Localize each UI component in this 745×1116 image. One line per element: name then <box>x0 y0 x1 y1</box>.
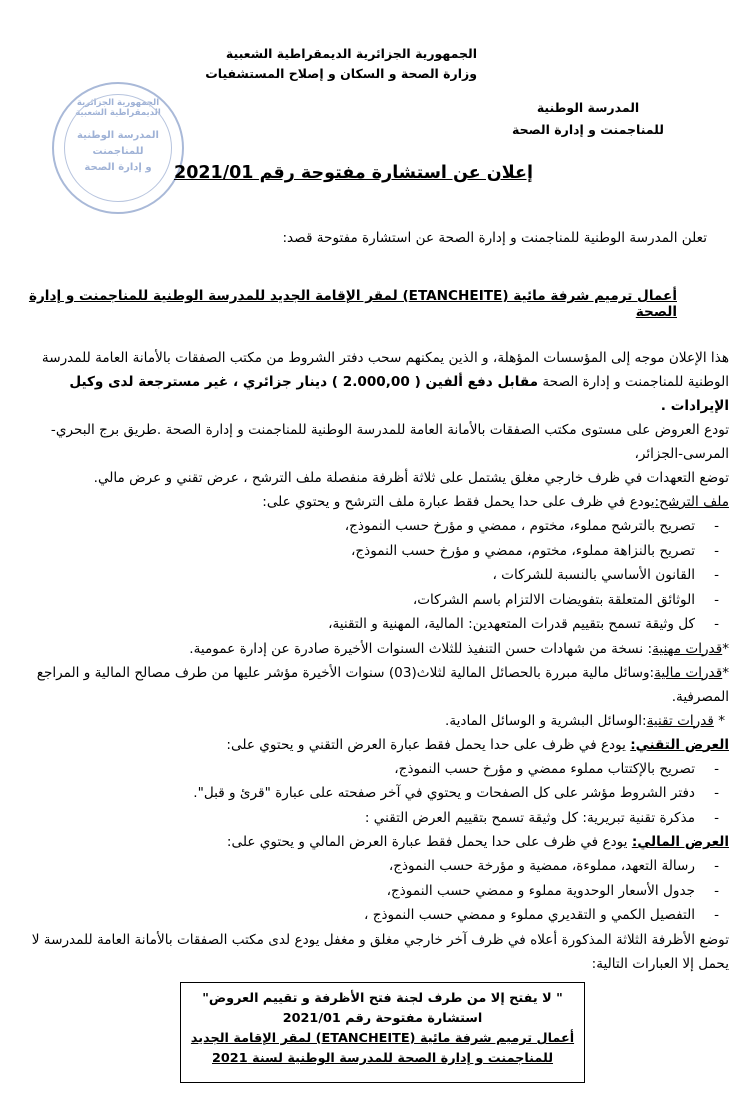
para-deposit-location: تودع العروض على مستوى مكتب الصفقات بالأمانة العامة للمدرسة الوطنية للمناجمنت و إدارة الصحة .طريق برج البحري- المرسى-الجزائر، <box>50 422 729 462</box>
list-item: - جدول الأسعار الوحدوية مملوء و ممضي حسب النموذج، <box>17 879 729 904</box>
professional-capacity: *قدرات مهنية: نسخة من شهادات حسن التنفيذ للثلاث السنوات الأخيرة صادرة عن إدارة عمومية. <box>189 640 729 657</box>
official-stamp <box>52 82 184 214</box>
financial-offer-list <box>17 854 729 928</box>
school-name-line1: المدرسة الوطنية <box>536 100 640 115</box>
stamp-inner-line1: المدرسة الوطنية <box>77 130 159 141</box>
box-line-4: للمناجمنت و إدارة الصحة للمدرسة الوطنية لسنة 2021 <box>211 1051 554 1066</box>
list-item: - رسالة التعهد، مملوءة، ممضية و مؤرخة حسب النموذج، <box>17 854 729 879</box>
list-item: - مذكرة تقنية تبريرية: كل وثيقة تسمح بتقييم العرض التقني : <box>17 806 729 831</box>
subject-line: أعمال ترميم شرفة مائية (ETANCHEITE) لمقر الإقامة الجديد للمدرسة الوطنية للمناجمنت و إدارة الصحة <box>28 288 677 320</box>
para-envelopes: توضع التعهدات في ظرف خارجي مغلق يشتمل على ثلاثة أظرفة منفصلة ملف الترشح ، عرض تقني و عرض مالي. <box>93 470 729 486</box>
ministry-header: وزارة الصحة و السكان و إصلاح المستشفيات <box>205 66 477 81</box>
technical-offer-heading: العرض التقني: يودع في ظرف على حدا يحمل فقط عبارة العرض التقني و يحتوي على: <box>226 736 729 753</box>
technical-capacity: * قدرات تقنية:الوسائل البشرية و الوسائل المادية. <box>445 712 725 729</box>
list-item: - دفتر الشروط مؤشر على كل الصفحات و يحتوي في آخر صفحته على عبارة "قرئ و قبل". <box>17 781 729 806</box>
list-item: - الوثائق المتعلقة بتفويضات الالتزام باسم الشركات، <box>17 588 729 613</box>
box-line-1: " لا يفتح إلا من طرف لجنة فتح الأظرفة و تقييم العروض" <box>202 991 563 1006</box>
list-item: - تصريح بالإكتتاب مملوء ممضي و مؤرخ حسب النموذج، <box>17 757 729 782</box>
financial-capacity: *قدرات مالية:وسائل مالية مبررة بالحصائل المالية لثلاث(03) سنوات الأخيرة مؤشر عليها من طرف مصالح المالية و المراجع المصرفية. <box>36 664 729 705</box>
school-name-line2: للمناجمنت و إدارة الصحة <box>512 122 664 137</box>
intro-text: تعلن المدرسة الوطنية للمناجمنت و إدارة الصحة عن استشارة مفتوحة قصد: <box>282 230 707 246</box>
list-item: - كل وثيقة تسمح بتقييم قدرات المتعهدين: المالية، المهنية و التقنية، <box>17 612 729 637</box>
list-item: - القانون الأساسي بالنسبة للشركات ، <box>17 563 729 588</box>
republic-header: الجمهورية الجزائرية الديمقراطية الشعبية <box>225 46 477 61</box>
candidacy-list <box>17 514 729 637</box>
closing-text: توضع الأظرفة الثلاثة المذكورة أعلاه في ظرف آخر خارجي مغلق و مغفل يودع لدى مكتب الصفقات بالأمانة العامة للمدرسة لا يحمل إلا العبارات التالية: <box>31 931 729 972</box>
box-line-3: أعمال ترميم شرفة مائية (ETANCHEITE) لمقر الإقامة الجديد <box>190 1031 575 1046</box>
box-line-2: استشارة مفتوحة رقم 2021/01 <box>282 1011 483 1026</box>
list-item: - تصريح بالترشح مملوء، مختوم ، ممضي و مؤرخ حسب النموذج، <box>17 514 729 539</box>
envelope-label-box <box>180 982 585 1083</box>
fee-text: مقابل دفع ألفين ( 2.000,00 ) دينار جزائري ، غير مسترجعة لدى وكيل الإيرادات . <box>69 374 729 414</box>
financial-offer-heading: العرض المالي: يودع في ظرف على حدا يحمل فقط عبارة العرض المالي و يحتوي على: <box>226 834 729 850</box>
stamp-inner-line3: و إدارة الصحة <box>84 162 152 173</box>
stamp-outer-text: الجمهورية الجزائرية الديمقراطية الشعبية <box>75 98 161 118</box>
technical-offer-list <box>17 757 729 831</box>
document-title: إعلان عن استشارة مفتوحة رقم 2021/01 <box>174 163 533 183</box>
para-eligibility: هذا الإعلان موجه إلى المؤسسات المؤهلة، و الذين يمكنهم سحب دفتر الشروط من مكتب الصفقات بالأمانة العامة للمدرسة الوطنية للمناجمنت و إدارة الصحة مقابل دفع ألفين ( 2.000,00 ) دينار جزائري ، غير مسترجعة لدى وكيل الإيرادات . <box>41 350 729 414</box>
stamp-inner-line2: للمناجمنت <box>92 146 144 157</box>
candidacy-heading: ملف الترشح:يودع في ظرف على حدا يحمل فقط عبارة ملف الترشح و يحتوي على: <box>262 494 729 510</box>
list-item: - تصريح بالنزاهة مملوء، مختوم، ممضي و مؤرخ حسب النموذج، <box>17 539 729 564</box>
list-item: - التفصيل الكمي و التقديري مملوء و ممضي حسب النموذج ، <box>17 903 729 928</box>
